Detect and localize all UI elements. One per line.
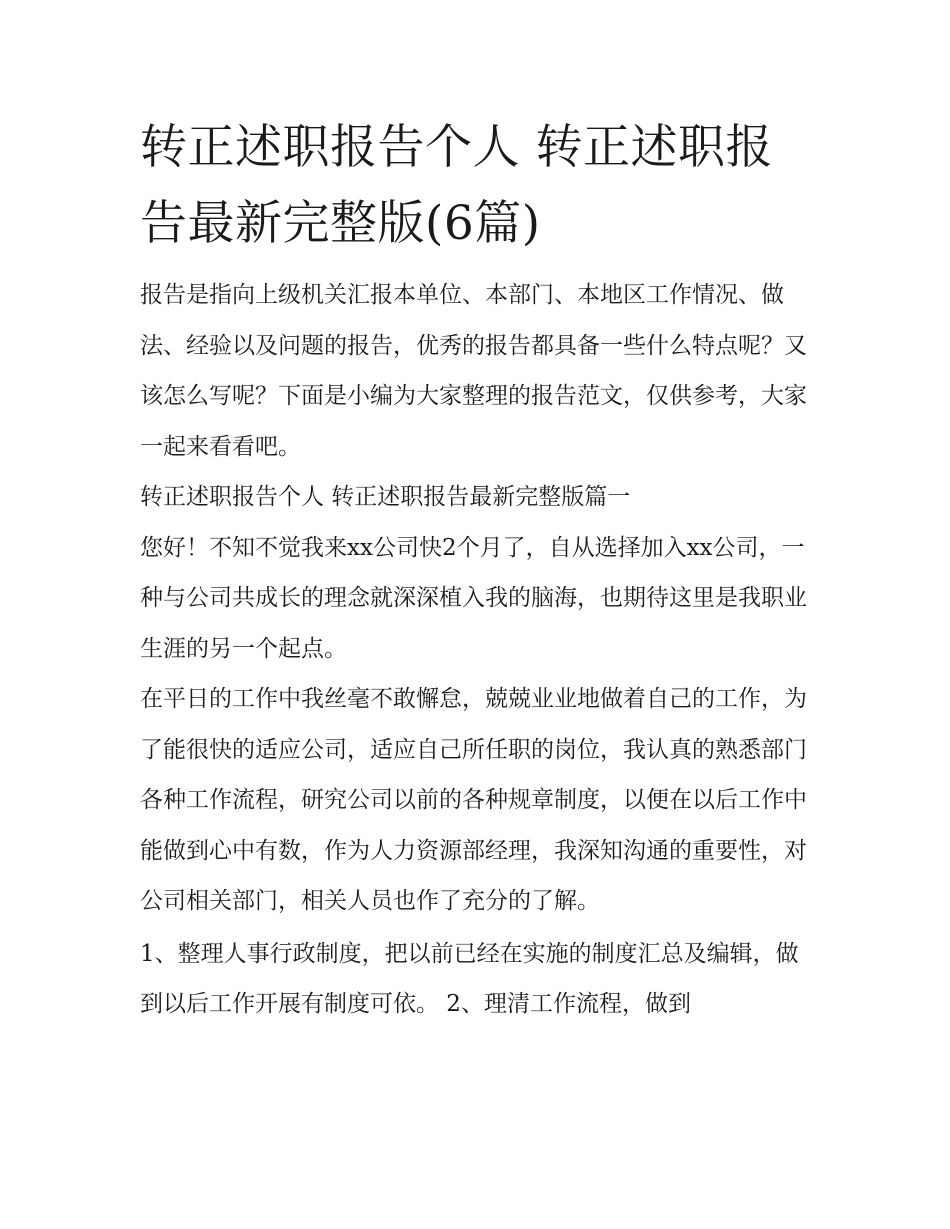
body-paragraph-3: 1、整理人事行政制度，把以前已经在实施的制度汇总及编辑，做到以后工作开展有制度可依。 2、理清工作流程，做到: [140, 940, 799, 1017]
document-title: 转正述职报告个人 转正述职报告最新完整版(6篇): [140, 120, 773, 251]
document-page: [140, 110, 812, 1030]
intro-paragraph: 报告是指向上级机关汇报本单位、本部门、本地区工作情况、做法、经验以及问题的报告，优秀的报告都具备一些什么特点呢？又该怎么写呢？下面是小编为大家整理的报告范文，仅供参考，大家一起来看看吧。: [140, 282, 807, 460]
body-paragraph-1: 您好！不知不觉我来xx公司快2个月了，自从选择加入xx公司，一种与公司共成长的理念就深深植入我的脑海，也期待这里是我职业生涯的另一个起点。: [140, 534, 807, 662]
section-heading: 转正述职报告个人 转正述职报告最新完整版篇一: [140, 484, 631, 510]
body-paragraph-2: 在平日的工作中我丝毫不敢懈怠，兢兢业业地做着自己的工作，为了能很快的适应公司，适应自己所任职的岗位，我认真的熟悉部门各种工作流程，研究公司以前的各种规章制度，以便在以后工作中能做到心中有数，作为人力资源部经理，我深知沟通的重要性，对公司相关部门，相关人员也作了充分的了解。: [140, 686, 807, 914]
